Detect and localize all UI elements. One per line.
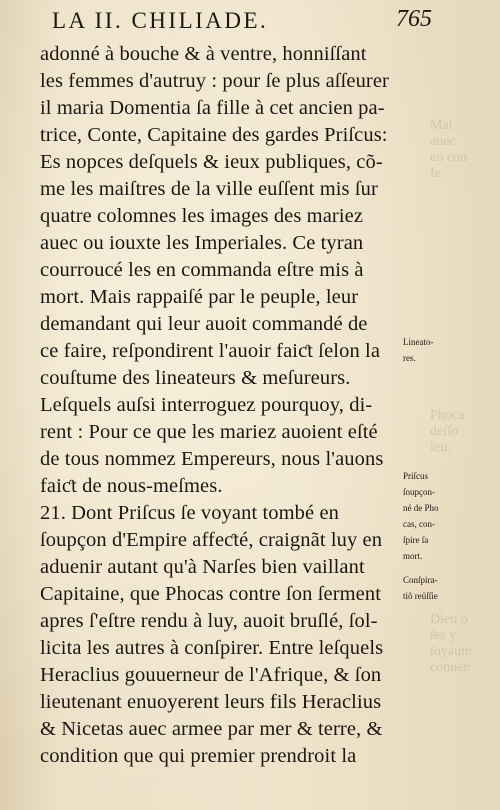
text-line: quatre colomnes les images des mariez (40, 205, 364, 227)
text-line: faiƈt de nous-meſmes. (40, 475, 223, 497)
page-number: 765 (396, 6, 432, 32)
text-line: 21. Dont Priſcus ſe voyant tombé en (40, 502, 339, 524)
text-line: Leſquels auſsi interroguez pourquoy, di- (40, 394, 373, 416)
show-through-text: Mai auec en con fe (430, 118, 467, 181)
text-line: Es nopces deſquels & ieux publiques, cõ- (40, 151, 383, 173)
margin-note-conspiration (403, 572, 499, 604)
text-line: courroucé les en commanda eſtre mis à (40, 259, 364, 281)
text-line: & Nicetas auec armee par mer & terre, & (40, 718, 383, 740)
show-through-text: Dieu o ſes y ſoyaum conuen (430, 612, 472, 675)
margin-note-lineateurs (403, 334, 499, 366)
text-line: Capitaine, que Phocas contre ſon ſerment (40, 583, 382, 605)
margin-note-line: Priſcus (403, 471, 429, 481)
text-line: rent : Pour ce que les mariez auoient eſté (40, 421, 378, 443)
text-line: me les maiſtres de la ville euſſent mis ſur (40, 178, 378, 200)
text-line: aduenir autant qu'à Narſes bien vaillant (40, 556, 365, 578)
text-line: ce faire, reſpondirent l'auoir faiƈt ſelon la (40, 340, 381, 362)
margin-note-priscus (403, 468, 499, 564)
text-line: Heraclius gouuerneur de l'Afrique, & ſon (40, 664, 382, 686)
text-line: licita les autres à conſpirer. Entre leſquels (40, 637, 384, 659)
text-line: il maria Domentia ſa fille à cet ancien pa- (40, 97, 385, 119)
text-line: mort. Mais rappaiſé par le peuple, leur (40, 286, 359, 308)
margin-note-line: ſpire ſa (403, 535, 429, 545)
text-line: auec ou iouxte les Imperiales. Ce tyran (40, 232, 364, 254)
text-line: ſoupçon d'Empire affeƈté, craignãt luy en (40, 529, 383, 551)
text-line: couſtume des lineateurs & meſureurs. (40, 367, 351, 389)
margin-note-line: mort. (403, 551, 423, 561)
text-line: apres ſ'eſtre rendu à luy, auoit bruſlé, ſol- (40, 610, 378, 632)
running-title: LA II. CHILIADE. (52, 8, 269, 33)
text-line: lieutenant enuoyerent leurs fils Heraclius (40, 691, 382, 713)
margin-note-line: tiõ reüſſie (403, 591, 438, 601)
text-line: de tous nommez Empereurs, nous l'auons (40, 448, 384, 470)
text-line: condition que qui premier prendroit la (40, 745, 357, 767)
text-line: les femmes d'autruy : pour ſe plus aſſeurer (40, 70, 389, 92)
text-line: adonné à bouche & à ventre, honniſſant (40, 43, 367, 65)
margin-note-line: res. (403, 353, 416, 363)
margin-note-line: ſoupçon- (403, 487, 435, 497)
show-through-text: Phoca deſſo leu. (430, 408, 465, 455)
margin-note-line: né de Pho (403, 503, 439, 513)
text-line: demandant qui leur auoit commandé de (40, 313, 368, 335)
margin-note-line: Lineato- (403, 337, 434, 347)
margin-note-line: Conſpira- (403, 575, 438, 585)
text-line: trice, Conte, Capitaine des gardes Priſcus: (40, 124, 388, 146)
margin-note-line: cas, con- (403, 519, 435, 529)
